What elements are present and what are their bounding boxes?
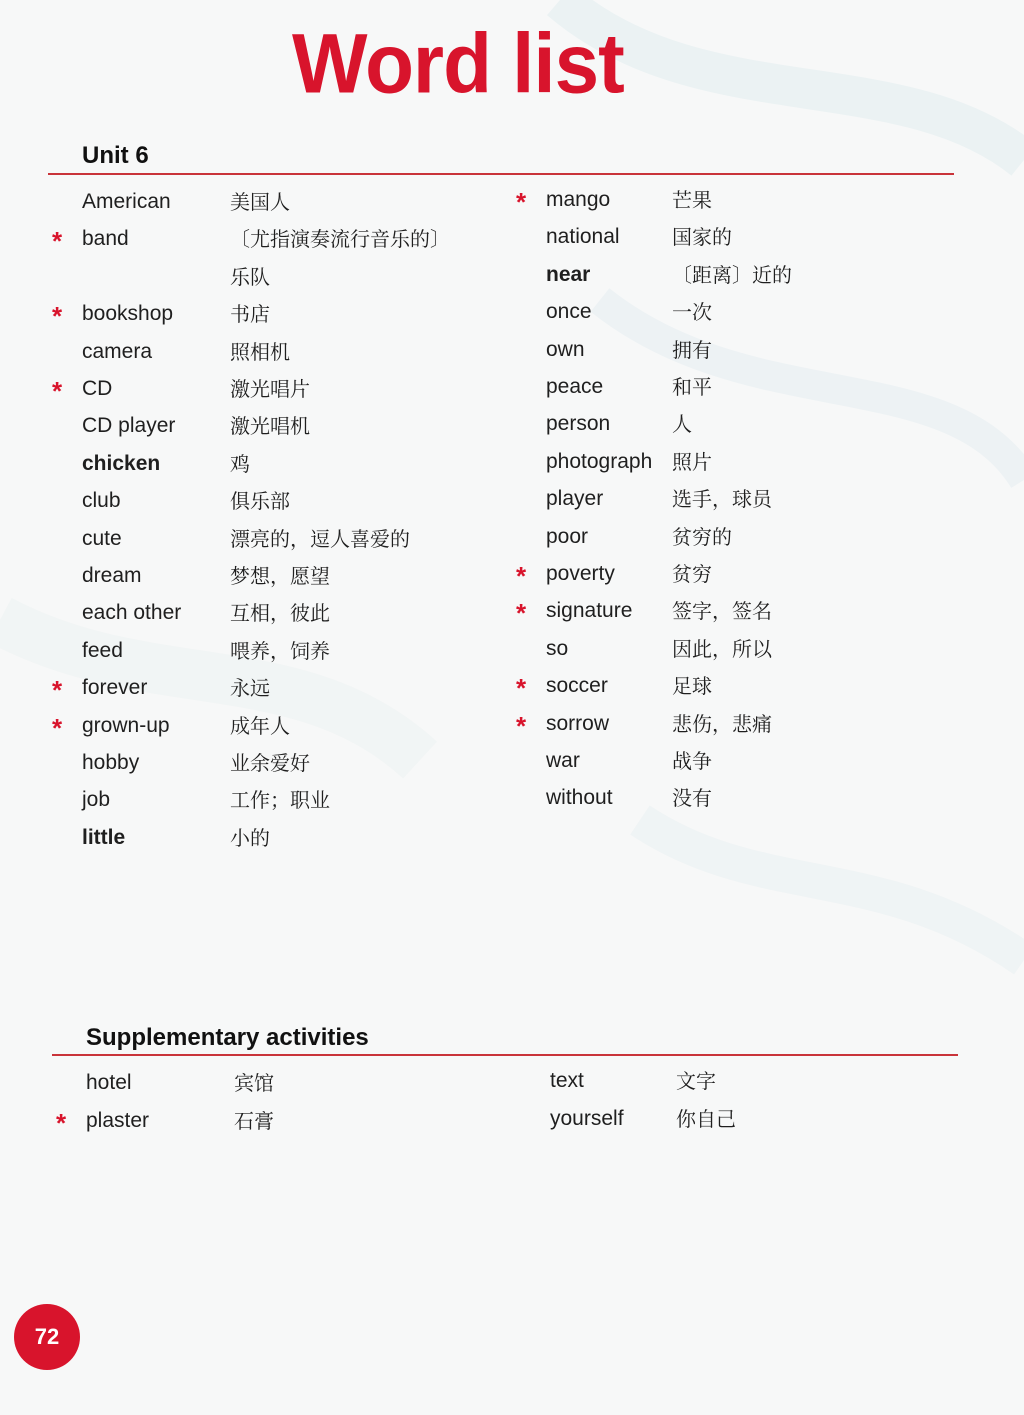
supplementary-heading: Supplementary activities (86, 1024, 369, 1051)
unit-divider (48, 173, 954, 175)
entry-meaning: 宾馆 (234, 1071, 274, 1095)
entry-meaning: 贫穷 (672, 562, 712, 586)
star-icon: * (52, 226, 63, 257)
entry-word: little (82, 825, 126, 849)
entry-meaning: 足球 (672, 674, 712, 699)
entry-word: own (546, 337, 585, 361)
entry-meaning: 小的 (230, 825, 270, 850)
entry-meaning: 书店 (230, 302, 270, 327)
entry-meaning: 选手，球员 (672, 487, 772, 512)
entry-word: club (82, 489, 121, 513)
entry-word: sorrow (546, 711, 610, 735)
entry-word: poor (546, 524, 589, 548)
entry-meaning: 文字 (676, 1069, 716, 1093)
entry-word: person (546, 412, 611, 436)
entry-meaning: 激光唱片 (230, 377, 310, 401)
entry-meaning: 鸡 (230, 451, 250, 476)
entry-meaning: 因此，所以 (672, 636, 772, 661)
star-icon: * (52, 301, 63, 332)
entry-word: CD player (82, 414, 176, 438)
page-number-badge: 72 (14, 1304, 80, 1370)
supplementary-divider (52, 1054, 958, 1056)
entry-meaning: 和平 (672, 375, 712, 399)
entry-meaning: 签字，签名 (672, 599, 772, 624)
entry-meaning: 人 (672, 412, 692, 437)
entry-meaning: 喂养，饲养 (230, 638, 330, 663)
entry-word: poverty (546, 562, 615, 585)
entry-meaning-continued: 乐队 (230, 264, 270, 289)
entry-word: American (82, 190, 171, 213)
entry-meaning: 照片 (672, 449, 712, 474)
entry-meaning: 工作；职业 (230, 788, 330, 813)
entry-meaning: 国家的 (672, 225, 732, 250)
entry-word: player (546, 487, 604, 511)
entry-meaning: 激光唱机 (230, 414, 310, 439)
entry-word: war (546, 749, 580, 772)
entry-meaning: 梦想，愿望 (230, 564, 330, 588)
entry-word: national (546, 225, 620, 249)
entry-word: dream (82, 564, 142, 587)
entry-meaning: 永远 (230, 676, 270, 701)
entry-meaning: 漂亮的，逗人喜爱的 (230, 526, 410, 551)
entry-word: grown-up (82, 713, 170, 737)
star-icon: * (516, 598, 527, 629)
entry-word: cute (82, 526, 122, 550)
star-icon: * (516, 561, 527, 591)
entry-word: text (550, 1069, 584, 1092)
entry-meaning: 悲伤，悲痛 (672, 711, 772, 736)
entry-word: without (546, 786, 613, 810)
entry-word: job (82, 788, 111, 812)
entry-meaning: 战争 (672, 749, 712, 773)
entry-word: signature (546, 599, 633, 623)
entry-word: plaster (86, 1109, 150, 1132)
entry-word: mango (546, 188, 611, 211)
entry-word: camera (82, 339, 153, 363)
entry-word: each other (82, 601, 182, 625)
entry-meaning: 没有 (672, 786, 712, 811)
entry-meaning: 石膏 (234, 1109, 274, 1133)
star-icon: * (516, 673, 527, 704)
entry-meaning: 一次 (672, 300, 712, 325)
star-icon: * (52, 376, 63, 406)
entry-word: near (546, 262, 591, 286)
entry-word: forever (82, 676, 148, 700)
entry-word: soccer (546, 674, 608, 698)
entry-word: hobby (82, 751, 140, 774)
entry-word: chicken (82, 451, 161, 475)
star-icon: * (52, 675, 63, 706)
star-icon: * (516, 710, 527, 741)
entry-meaning: 贫穷的 (672, 524, 732, 549)
page-title: Word list (292, 16, 624, 111)
entry-word: so (546, 636, 569, 660)
entry-word: CD (82, 377, 113, 400)
entry-word: peace (546, 375, 604, 398)
entry-meaning: 照相机 (230, 339, 290, 364)
entry-meaning: 业余爱好 (230, 751, 310, 775)
entry-word: yourself (550, 1107, 624, 1130)
entry-meaning: 美国人 (230, 190, 290, 214)
entry-meaning: 芒果 (672, 188, 712, 212)
entry-meaning: 〔距离〕近的 (672, 262, 792, 287)
entry-meaning: 你自己 (676, 1107, 736, 1131)
entry-meaning: 拥有 (672, 337, 712, 362)
entry-word: hotel (86, 1071, 132, 1094)
star-icon: * (52, 712, 63, 743)
entry-word: feed (82, 638, 123, 662)
entry-meaning: 成年人 (230, 713, 290, 738)
entry-meaning: 俱乐部 (230, 489, 290, 514)
entry-word: photograph (546, 449, 653, 473)
entry-word: band (82, 227, 129, 251)
star-icon: * (516, 187, 527, 217)
entry-word: once (546, 300, 592, 324)
entry-meaning: 互相，彼此 (230, 601, 330, 626)
entry-word: bookshop (82, 302, 174, 326)
star-icon: * (56, 1108, 67, 1138)
unit-heading: Unit 6 (82, 142, 149, 169)
entry-meaning: 〔尤指演奏流行音乐的〕 (230, 227, 450, 252)
